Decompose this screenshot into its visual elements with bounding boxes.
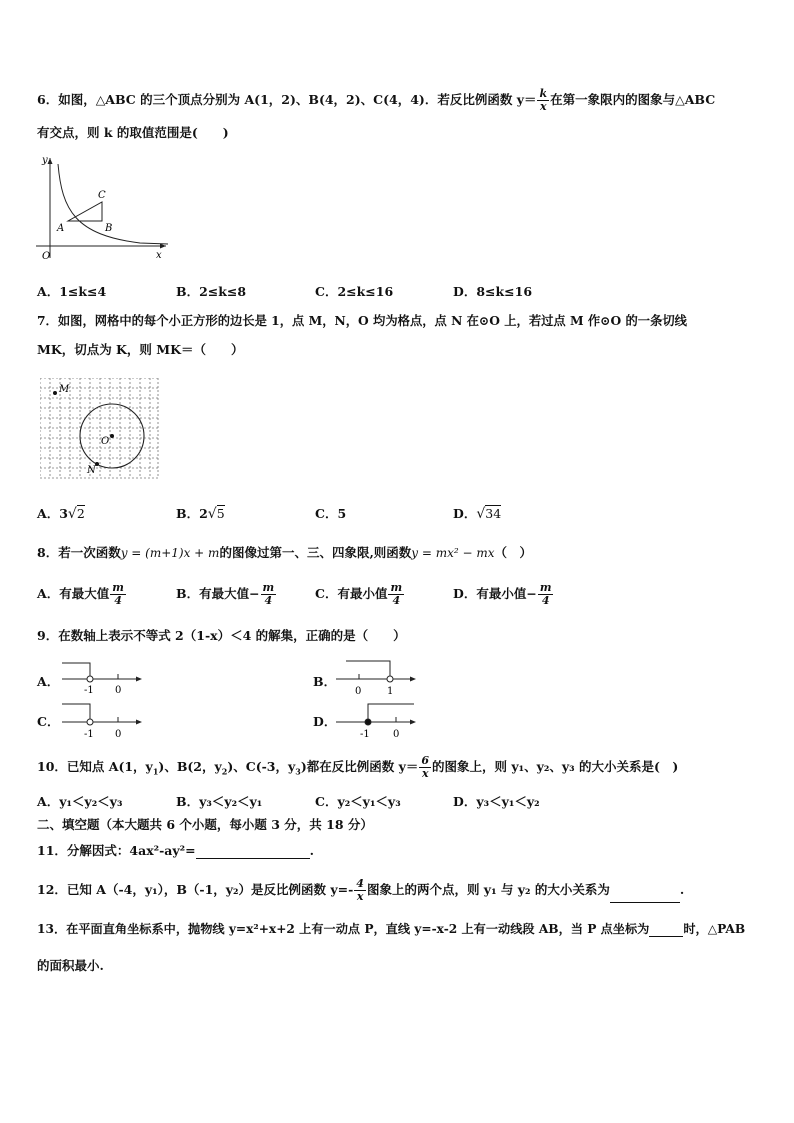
q11-stem-post: .: [309, 843, 314, 858]
q7-option-b: [176, 504, 225, 522]
q8-option-a-den: 4: [114, 594, 122, 607]
q7-label-o: O: [101, 436, 110, 447]
q7-option-a: [37, 504, 85, 522]
q8-option-c-frac: [388, 582, 404, 607]
q6-label-y: y: [42, 155, 48, 166]
q9-c-tick2: 0: [115, 729, 122, 740]
q10-sub-1: 1: [152, 766, 159, 777]
q8-formula-linear: y = (m+1)x + m: [120, 546, 220, 560]
q6-option-b: B．2≤k≤8: [176, 284, 247, 299]
q7-label-n: N: [87, 465, 96, 476]
q12-answer-blank[interactable]: [610, 890, 680, 903]
q7-option-d-radicand: 34: [485, 506, 502, 521]
q8-option-b-label: B．有最大值−: [176, 586, 260, 601]
q9-a-tick1: -1: [84, 685, 94, 696]
q10-fraction: [419, 755, 431, 780]
q7-option-b-label: B．2: [176, 506, 208, 521]
open-dot-icon: [387, 676, 393, 682]
q8-option-a-num: m: [112, 581, 124, 594]
q6-stem-line2: 有交点，则 k 的取值范围是( ): [37, 125, 229, 140]
q6-option-c: C．2≤k≤16: [315, 284, 394, 299]
q6-frac-num: k: [539, 87, 548, 100]
q8-option-a: [37, 582, 127, 607]
q13-stem-line1: [37, 921, 745, 937]
open-dot-icon: [87, 676, 93, 682]
arrow-icon: [136, 720, 142, 725]
q7-option-a-label: A．3: [37, 506, 68, 521]
q6-label-x: x: [156, 250, 162, 261]
q7-point-m: [53, 391, 57, 395]
q12-stem: [37, 878, 684, 903]
q6-label-c: C: [98, 190, 106, 201]
q13-stem-post: 时，△PAB: [683, 922, 746, 936]
q7-grid: [40, 378, 158, 478]
q10-option-c: C．y₂＜y₁＜y₃: [315, 794, 401, 809]
q6-label-a: A: [57, 223, 65, 234]
q9-option-c-label: C．: [37, 714, 60, 729]
q9-a-tick2: 0: [115, 685, 122, 696]
q7-stem-line1: 7．如图，网格中的每个小正方形的边长是 1，点 M，N，O 均为格点，点 N 在⊙O 上，若过点 M 作⊙O 的一条切线: [37, 313, 687, 328]
q8-option-b-num: m: [262, 581, 275, 594]
q10-stem-post: 的图象上，则 y₁、y₂、y₃ 的大小关系是( ): [432, 759, 679, 774]
q6-hyperbola: [58, 164, 168, 244]
q10-option-b: B．y₃＜y₂＜y₁: [176, 794, 263, 809]
q12-stem-post: .: [679, 882, 685, 897]
q8-stem-pre: 8．若一次函数: [37, 545, 121, 560]
q7-option-c: C．5: [315, 506, 347, 521]
q8-option-d: [453, 582, 554, 607]
q10-option-d: D．y₃＜y₁＜y₂: [453, 794, 540, 809]
q6-stem-line1: [37, 88, 715, 113]
arrow-icon: [410, 677, 416, 682]
q8-option-c-label: C．有最小值: [315, 586, 388, 601]
q10-stem-f: )都在反比例函数 y＝: [300, 759, 419, 774]
q6-frac-den: x: [540, 100, 547, 113]
q9-b-tick1: 0: [355, 686, 362, 696]
q9-option-b-label: B．: [313, 674, 337, 689]
q12-frac-den: x: [356, 890, 364, 903]
q11-answer-blank[interactable]: [196, 846, 310, 859]
q7-point-o: [110, 434, 114, 438]
arrow-icon: [410, 720, 416, 725]
q12-frac-num: 4: [356, 877, 364, 890]
q7-figure: [40, 378, 160, 480]
q6-stem-pre: 6．如图，△ABC 的三个顶点分别为 A(1，2)、B(4，2)、C(4，4)．若反比例函数 y＝: [37, 92, 537, 107]
q8-option-d-frac: [538, 582, 554, 607]
q6-label-o: O: [42, 251, 51, 262]
open-dot-icon: [87, 719, 93, 725]
q9-c-tick1: -1: [84, 729, 94, 740]
q6-option-d: D．8≤k≤16: [453, 284, 533, 299]
q12-stem-mid: 图象上的两个点，则 y₁ 与 y₂ 的大小关系为: [366, 882, 610, 897]
q9-d-tick2: 0: [393, 729, 400, 740]
q8-option-a-frac: [110, 582, 126, 607]
q13-answer-blank[interactable]: [649, 924, 683, 937]
q8-stem: [37, 545, 532, 561]
q13-stem-pre: 13．在平面直角坐标系中，抛物线 y=x²+x+2 上有一动点 P，直线 y=-x-2 上有一动线段 AB，当 P 点坐标为: [37, 922, 650, 936]
q8-stem-mid: 的图像过第一、三、四象限,则函数: [219, 545, 412, 560]
q13-stem-line2: 的面积最小.: [37, 958, 104, 973]
q7-option-d-label: D．: [453, 506, 477, 521]
q6-figure: [30, 150, 180, 265]
q10-sub-2: 2: [221, 766, 228, 777]
q12-stem-pre: 12．已知 A（-4，y₁），B（-1，y₂）是反比例函数 y=-: [37, 882, 354, 897]
sqrt-icon: √: [207, 506, 217, 522]
arrow-icon: [136, 677, 142, 682]
q10-stem-b: )、B(2，y: [158, 759, 222, 774]
q9-option-c-numberline: [60, 700, 144, 740]
q11-stem: [37, 843, 314, 859]
q9-option-b-numberline: [334, 656, 418, 696]
q12-fraction: [354, 878, 366, 903]
q9-option-d-numberline: [334, 700, 418, 740]
q6-label-b: B: [105, 223, 113, 234]
q6-fraction: [537, 88, 549, 113]
q10-sub-3: 3: [295, 766, 301, 777]
q8-stem-post: （ ）: [494, 545, 533, 560]
sqrt-icon: √: [67, 506, 77, 522]
q9-option-a-numberline: [60, 660, 144, 696]
q8-option-b-frac: [261, 582, 277, 607]
q7-option-b-radicand: 5: [216, 506, 225, 521]
q8-option-c-num: m: [390, 581, 403, 594]
q7-label-m: M: [59, 384, 70, 395]
q6-option-a: A．1≤k≤4: [37, 284, 107, 299]
q9-d-tick1: -1: [360, 729, 370, 740]
q7-option-a-radicand: 2: [76, 506, 85, 521]
q6-stem-post: 在第一象限内的图象与△ABC: [550, 92, 716, 107]
q8-option-d-den: 4: [541, 594, 550, 607]
q8-option-d-num: m: [539, 581, 552, 594]
q8-option-c: [315, 582, 405, 607]
q10-frac-den: x: [421, 767, 429, 780]
q6-y-arrow: [48, 158, 53, 164]
q8-option-c-den: 4: [392, 594, 401, 607]
q8-option-b: [176, 582, 277, 607]
q6-triangle: [68, 202, 102, 221]
q9-option-a-label: A．: [37, 674, 60, 689]
q8-option-b-den: 4: [264, 594, 273, 607]
q11-stem-pre: 11．分解因式：4ax²-ay²=: [37, 843, 196, 858]
q9-option-d-label: D．: [313, 714, 337, 729]
q8-option-a-label: A．有最大值: [37, 586, 110, 601]
q9-stem: 9．在数轴上表示不等式 2（1-x）＜4 的解集，正确的是（ ）: [37, 628, 406, 643]
closed-dot-icon: [365, 719, 371, 725]
q10-frac-num: 6: [421, 754, 430, 767]
q7-option-d: [453, 504, 501, 522]
q8-option-d-label: D．有最小值−: [453, 586, 537, 601]
q10-stem-c: )、C(-3，y: [227, 759, 296, 774]
section2-heading: 二、填空题（本大题共 6 个小题，每小题 3 分，共 18 分）: [37, 817, 373, 832]
q8-formula-quadratic: y = mx² − mx: [411, 546, 495, 560]
q10-stem-pre: 10．已知点 A(1，y: [37, 759, 153, 774]
q10-stem: [37, 755, 678, 780]
q7-stem-line2: MK，切点为 K，则 MK＝（ ）: [37, 342, 244, 357]
sqrt-icon: √: [476, 506, 486, 522]
q9-b-tick2: 1: [387, 686, 394, 696]
q10-option-a: A．y₁＜y₂＜y₃: [37, 794, 123, 809]
